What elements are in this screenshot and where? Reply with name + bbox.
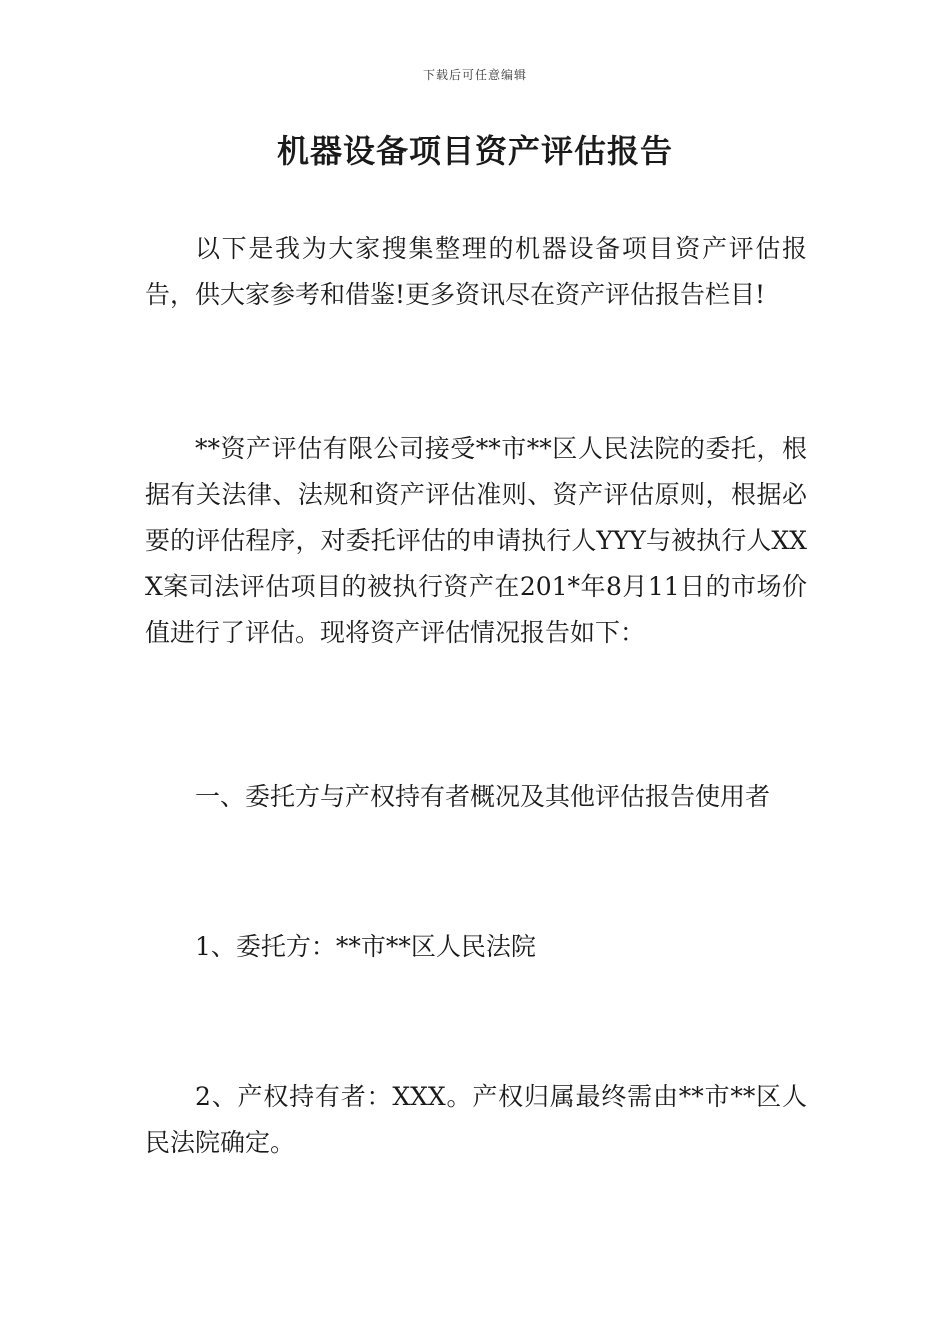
- intro-paragraph: 以下是我为大家搜集整理的机器设备项目资产评估报告，供大家参考和借鉴!更多资讯尽在资产评估报告栏目!: [145, 234, 807, 309]
- commission-paragraph: **资产评估有限公司接受**市**区人民法院的委托，根据有关法律、法规和资产评估准则、资产评估原则，根据必要的评估程序，对委托评估的申请执行人YYY与被执行人XXX案司法评估项目的被执行资产在201*年8月11日的市场价值进行了评估。现将资产评估情况报告如下：: [145, 434, 807, 647]
- document-title: 机器设备项目资产评估报告: [276, 132, 673, 170]
- header-note: 下载后可任意编辑: [422, 68, 527, 82]
- client-paragraph: 1、委托方：**市**区人民法院: [195, 932, 536, 961]
- section-heading-1: 一、委托方与产权持有者概况及其他评估报告使用者: [195, 782, 771, 811]
- owner-paragraph: 2、产权持有者：XXX。产权归属最终需由**市**区人民法院确定。: [145, 1082, 807, 1157]
